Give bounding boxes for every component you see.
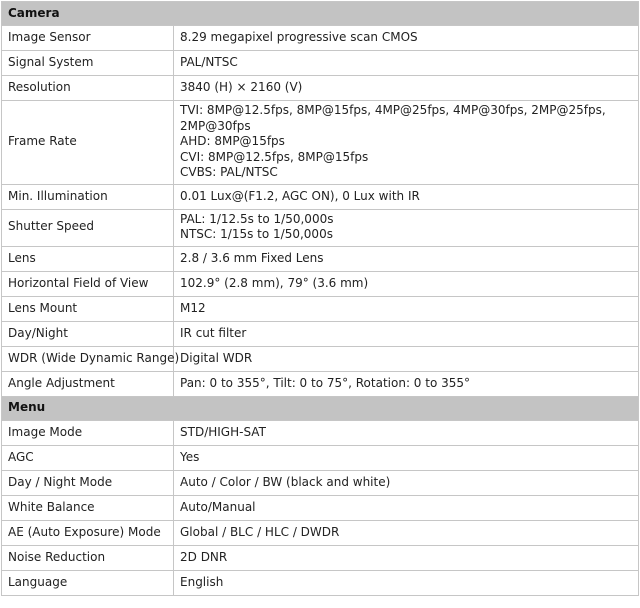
spec-value bbox=[174, 246, 639, 271]
spec-value-line: Global / BLC / HLC / DWDR bbox=[180, 524, 340, 539]
spec-value-line: NTSC: 1/15s to 1/50,000s bbox=[180, 227, 333, 241]
spec-value-line: TVI: 8MP@12.5fps, 8MP@15fps, 4MP@25fps, 4MP@30fps, 2MP@25fps, 2MP@30fps bbox=[180, 103, 606, 133]
spec-row-frame-rate bbox=[2, 101, 639, 185]
spec-value-line: STD/HIGH-SAT bbox=[180, 424, 266, 439]
spec-value-line: Auto / Color / BW (black and white) bbox=[180, 474, 391, 489]
spec-value bbox=[174, 101, 639, 185]
spec-row-day-night-mode bbox=[2, 470, 639, 495]
spec-value bbox=[174, 26, 639, 51]
spec-row-day-night bbox=[2, 321, 639, 346]
spec-row-lens-mount bbox=[2, 296, 639, 321]
specifications-body bbox=[2, 2, 639, 596]
spec-value bbox=[174, 346, 639, 371]
spec-value bbox=[174, 520, 639, 545]
spec-row-shutter-speed bbox=[2, 209, 639, 246]
spec-value bbox=[174, 445, 639, 470]
spec-value bbox=[174, 296, 639, 321]
spec-label: Noise Reduction bbox=[2, 545, 174, 570]
spec-row-angle-adjustment bbox=[2, 371, 639, 396]
spec-value-line: PAL/NTSC bbox=[180, 55, 238, 70]
spec-label: Signal System bbox=[2, 51, 174, 76]
spec-value bbox=[174, 545, 639, 570]
spec-value bbox=[174, 420, 639, 445]
section-header-menu bbox=[2, 396, 639, 420]
spec-value-line: CVBS: PAL/NTSC bbox=[180, 165, 278, 179]
spec-label: AE (Auto Exposure) Mode bbox=[2, 520, 174, 545]
spec-label: Image Mode bbox=[2, 420, 174, 445]
spec-value-line: 0.01 Lux@(F1.2, AGC ON), 0 Lux with IR bbox=[180, 188, 420, 203]
spec-value-line: 3840 (H) × 2160 (V) bbox=[180, 80, 303, 95]
spec-value-line: English bbox=[180, 574, 224, 589]
spec-row-ae-auto-exposure-mode bbox=[2, 520, 639, 545]
spec-label: Day/Night bbox=[2, 321, 174, 346]
spec-value bbox=[174, 371, 639, 396]
spec-value-line: Yes bbox=[180, 449, 200, 464]
specifications-table bbox=[1, 1, 639, 596]
spec-row-white-balance bbox=[2, 495, 639, 520]
spec-label: Image Sensor bbox=[2, 26, 174, 51]
spec-row-lens bbox=[2, 246, 639, 271]
spec-value bbox=[174, 321, 639, 346]
spec-label: Day / Night Mode bbox=[2, 470, 174, 495]
spec-label: AGC bbox=[2, 445, 174, 470]
spec-label: Angle Adjustment bbox=[2, 371, 174, 396]
spec-row-signal-system bbox=[2, 51, 639, 76]
spec-label: Shutter Speed bbox=[2, 209, 174, 246]
section-title: Camera bbox=[2, 2, 639, 26]
spec-value-line: IR cut filter bbox=[180, 325, 247, 340]
spec-value-line: PAL: 1/12.5s to 1/50,000s bbox=[180, 211, 334, 226]
spec-value-line: 8.29 megapixel progressive scan CMOS bbox=[180, 30, 418, 45]
spec-value bbox=[174, 76, 639, 101]
spec-label: White Balance bbox=[2, 495, 174, 520]
spec-row-min-illumination bbox=[2, 184, 639, 209]
spec-row-image-mode bbox=[2, 420, 639, 445]
spec-row-noise-reduction bbox=[2, 545, 639, 570]
section-header-camera bbox=[2, 2, 639, 26]
spec-value bbox=[174, 184, 639, 209]
spec-row-agc bbox=[2, 445, 639, 470]
spec-label: Lens Mount bbox=[2, 296, 174, 321]
section-title: Menu bbox=[2, 396, 639, 420]
spec-value-line: Pan: 0 to 355°, Tilt: 0 to 75°, Rotation: 0 to 355° bbox=[180, 375, 471, 390]
spec-row-resolution bbox=[2, 76, 639, 101]
spec-value bbox=[174, 51, 639, 76]
spec-value-line: M12 bbox=[180, 300, 206, 315]
spec-value-line: Auto/Manual bbox=[180, 499, 256, 514]
spec-label: Min. Illumination bbox=[2, 184, 174, 209]
spec-label: Horizontal Field of View bbox=[2, 271, 174, 296]
spec-value bbox=[174, 271, 639, 296]
spec-row-wdr-wide-dynamic-range bbox=[2, 346, 639, 371]
spec-row-horizontal-field-of-view bbox=[2, 271, 639, 296]
spec-label: Resolution bbox=[2, 76, 174, 101]
spec-value bbox=[174, 209, 639, 246]
spec-row-image-sensor bbox=[2, 26, 639, 51]
spec-value-line: 2D DNR bbox=[180, 549, 228, 564]
spec-value-line: 102.9° (2.8 mm), 79° (3.6 mm) bbox=[180, 275, 369, 290]
spec-label: WDR (Wide Dynamic Range) bbox=[2, 346, 174, 371]
spec-value bbox=[174, 570, 639, 595]
spec-value-line: AHD: 8MP@15fps bbox=[180, 134, 285, 148]
spec-value bbox=[174, 470, 639, 495]
spec-value-line: Digital WDR bbox=[180, 350, 253, 365]
spec-label: Language bbox=[2, 570, 174, 595]
spec-value bbox=[174, 495, 639, 520]
spec-label: Lens bbox=[2, 246, 174, 271]
spec-value-line: CVI: 8MP@12.5fps, 8MP@15fps bbox=[180, 149, 369, 164]
spec-value-line: 2.8 / 3.6 mm Fixed Lens bbox=[180, 250, 324, 265]
spec-row-language bbox=[2, 570, 639, 595]
spec-label: Frame Rate bbox=[2, 101, 174, 185]
